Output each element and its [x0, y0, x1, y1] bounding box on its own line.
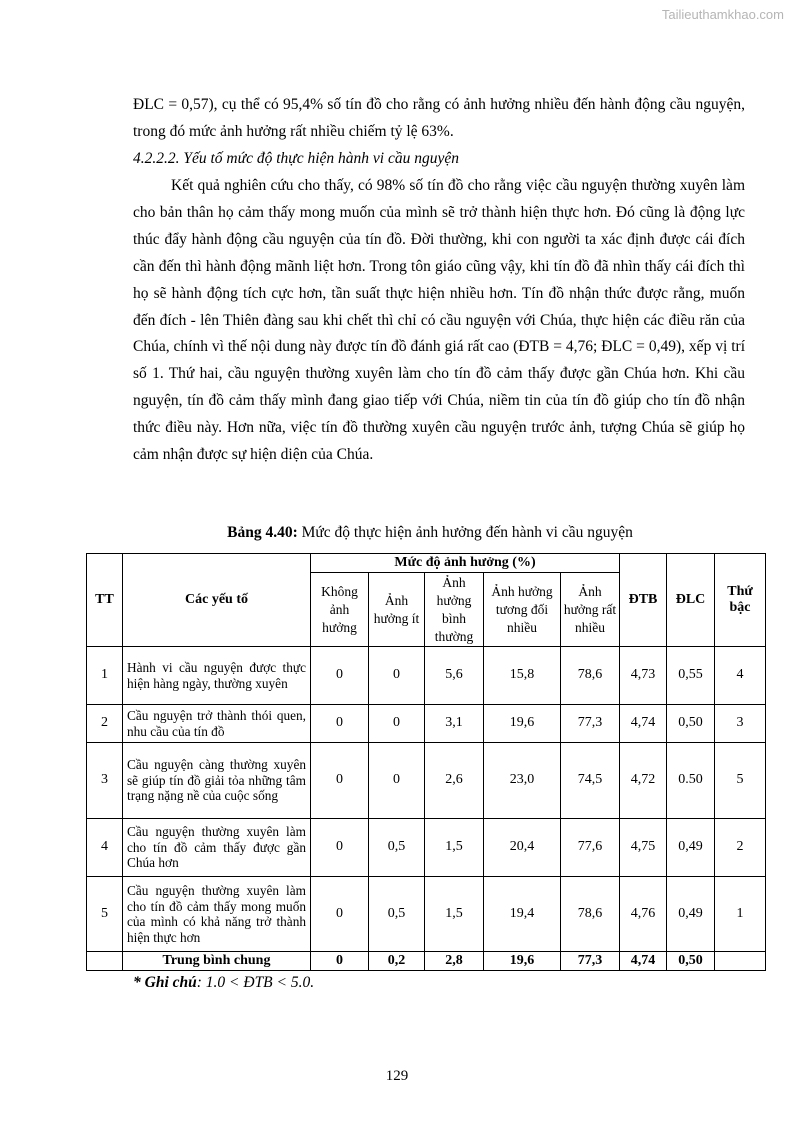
cell-factor: Cầu nguyện càng thường xuyên sẽ giúp tín đồ giải tỏa những tâm trạng nặng nề của cuộc sống	[123, 743, 311, 819]
cell-rank: 1	[715, 877, 766, 952]
cell-value: 78,6	[561, 647, 620, 705]
cell-value: 20,4	[484, 819, 561, 877]
section-heading: 4.2.2.2. Yếu tố mức độ thực hiện hành vi cầu nguyện	[133, 150, 459, 167]
summary-dlc: 0,50	[667, 952, 715, 971]
summary-value: 2,8	[425, 952, 484, 971]
header-level: Ảnh hưởng ít	[369, 573, 425, 647]
paragraph-continuation: ĐLC = 0,57), cụ thể có 95,4% số tín đồ cho rằng có ảnh hưởng nhiều đến hành động cầu nguyện, trong đó mức ảnh hưởng rất nhiều chiếm tỷ lệ 63%.	[133, 96, 745, 140]
summary-value: 0	[311, 952, 369, 971]
cell-rank: 5	[715, 743, 766, 819]
header-impact-group: Mức độ ảnh hưởng (%)	[311, 554, 620, 573]
cell-tt: 1	[87, 647, 123, 705]
cell-value: 77,3	[561, 705, 620, 743]
cell-dtb: 4,72	[620, 743, 667, 819]
note-text: : 1.0 < ĐTB < 5.0.	[196, 974, 315, 991]
cell-dlc: 0,55	[667, 647, 715, 705]
header-level: Ảnh hưởng bình thường	[425, 573, 484, 647]
cell-factor: Cầu nguyện thường xuyên làm cho tín đồ cảm thấy mong muốn của mình có khả năng trở thành hiện thực hơn	[123, 877, 311, 952]
cell-value: 1,5	[425, 877, 484, 952]
cell-value: 0	[369, 705, 425, 743]
table-row	[87, 743, 766, 819]
table-row	[87, 877, 766, 952]
cell-value: 0,5	[369, 877, 425, 952]
results-table	[86, 553, 766, 971]
cell-value: 78,6	[561, 877, 620, 952]
cell-dlc: 0,49	[667, 877, 715, 952]
header-tt: TT	[87, 554, 123, 647]
cell-rank: 3	[715, 705, 766, 743]
table-caption-label: Bảng 4.40:	[227, 524, 298, 541]
cell-value: 23,0	[484, 743, 561, 819]
table-row	[87, 819, 766, 877]
body-paragraph: Kết quả nghiên cứu cho thấy, có 98% số tín đồ cho rằng việc cầu nguyện thường xuyên làm cho bản thân họ cảm thấy mong muốn của mình sẽ trở thành hiện thực hơn. Đó cũng là động lực thúc đẩy hành động cầu nguyện của tín đồ. Đời thường, khi con người ta xác định được cái đích cần đến thì hành động mãnh liệt hơn. Trong tôn giáo cũng vậy, khi tín đồ đã nhìn thấy cái đích thì họ sẽ hành động tích cực hơn, tần suất thực hiện nhiều hơn. Tín đồ nhận thức được rằng, muốn đến đích - lên Thiên đàng sau khi chết thì chỉ có cầu nguyện với Chúa, thực hiện các điều răn của Chúa, chính vì thế nội dung này được tín đồ đánh giá rất cao (ĐTB = 4,76; ĐLC = 0,49), xếp vị trí số 1. Thứ hai, cầu nguyện thường xuyên làm cho tín đồ cảm thấy được gần Chúa hơn. Khi cầu nguyện, tín đồ cảm thấy mình đang giao tiếp với Chúa, niềm tin của tín đồ giúp cho tín đồ nhận thức điều này. Hơn nữa, việc tín đồ thường xuyên cầu nguyện trước ảnh, tượng Chúa sẽ giúp họ cảm nhận được sự hiện diện của Chúa.	[133, 177, 745, 464]
summary-label: Trung bình chung	[123, 952, 311, 971]
header-factor: Các yếu tố	[123, 554, 311, 647]
cell-value: 19,4	[484, 877, 561, 952]
table-caption	[90, 524, 770, 542]
cell-dlc: 0,50	[667, 705, 715, 743]
cell-value: 0	[311, 877, 369, 952]
cell-value: 0	[311, 647, 369, 705]
header-level: Ảnh hưởng tương đối nhiều	[484, 573, 561, 647]
cell-value: 77,6	[561, 819, 620, 877]
cell-value: 15,8	[484, 647, 561, 705]
header-dtb: ĐTB	[620, 554, 667, 647]
cell-tt: 4	[87, 819, 123, 877]
header-rank: Thứ bậc	[715, 554, 766, 647]
table-row	[87, 647, 766, 705]
summary-row	[87, 952, 766, 971]
header-level: Ảnh hưởng rất nhiều	[561, 573, 620, 647]
cell-value: 0,5	[369, 819, 425, 877]
cell-value: 74,5	[561, 743, 620, 819]
cell-tt: 5	[87, 877, 123, 952]
cell-dtb: 4,74	[620, 705, 667, 743]
cell-value: 0	[311, 819, 369, 877]
table-note	[133, 974, 314, 992]
cell-value: 1,5	[425, 819, 484, 877]
cell-factor: Cầu nguyện thường xuyên làm cho tín đồ cảm thấy được gần Chúa hơn	[123, 819, 311, 877]
cell-factor: Cầu nguyện trở thành thói quen, nhu cầu của tín đồ	[123, 705, 311, 743]
summary-value: 19,6	[484, 952, 561, 971]
summary-rank	[715, 952, 766, 971]
cell-dlc: 0,49	[667, 819, 715, 877]
cell-dtb: 4,73	[620, 647, 667, 705]
cell-factor: Hành vi cầu nguyện được thực hiện hàng ngày, thường xuyên	[123, 647, 311, 705]
cell-tt: 3	[87, 743, 123, 819]
watermark: Tailieuthamkhao.com	[661, 7, 784, 22]
cell-rank: 4	[715, 647, 766, 705]
cell-value: 19,6	[484, 705, 561, 743]
cell-value: 0	[311, 743, 369, 819]
cell-tt: 2	[87, 705, 123, 743]
cell-value: 2,6	[425, 743, 484, 819]
cell-dlc: 0.50	[667, 743, 715, 819]
cell-tt	[87, 952, 123, 971]
cell-value: 5,6	[425, 647, 484, 705]
cell-value: 3,1	[425, 705, 484, 743]
header-dlc: ĐLC	[667, 554, 715, 647]
summary-dtb: 4,74	[620, 952, 667, 971]
page-number: 129	[385, 1068, 409, 1084]
cell-value: 0	[369, 647, 425, 705]
cell-rank: 2	[715, 819, 766, 877]
cell-value: 0	[369, 743, 425, 819]
cell-value: 0	[311, 705, 369, 743]
summary-value: 77,3	[561, 952, 620, 971]
table-row	[87, 705, 766, 743]
cell-dtb: 4,75	[620, 819, 667, 877]
header-level: Không ảnh hưởng	[311, 573, 369, 647]
cell-dtb: 4,76	[620, 877, 667, 952]
summary-value: 0,2	[369, 952, 425, 971]
note-label: * Ghi chú	[133, 974, 197, 991]
table-caption-text: Mức độ thực hiện ảnh hưởng đến hành vi cầu nguyện	[297, 524, 633, 541]
